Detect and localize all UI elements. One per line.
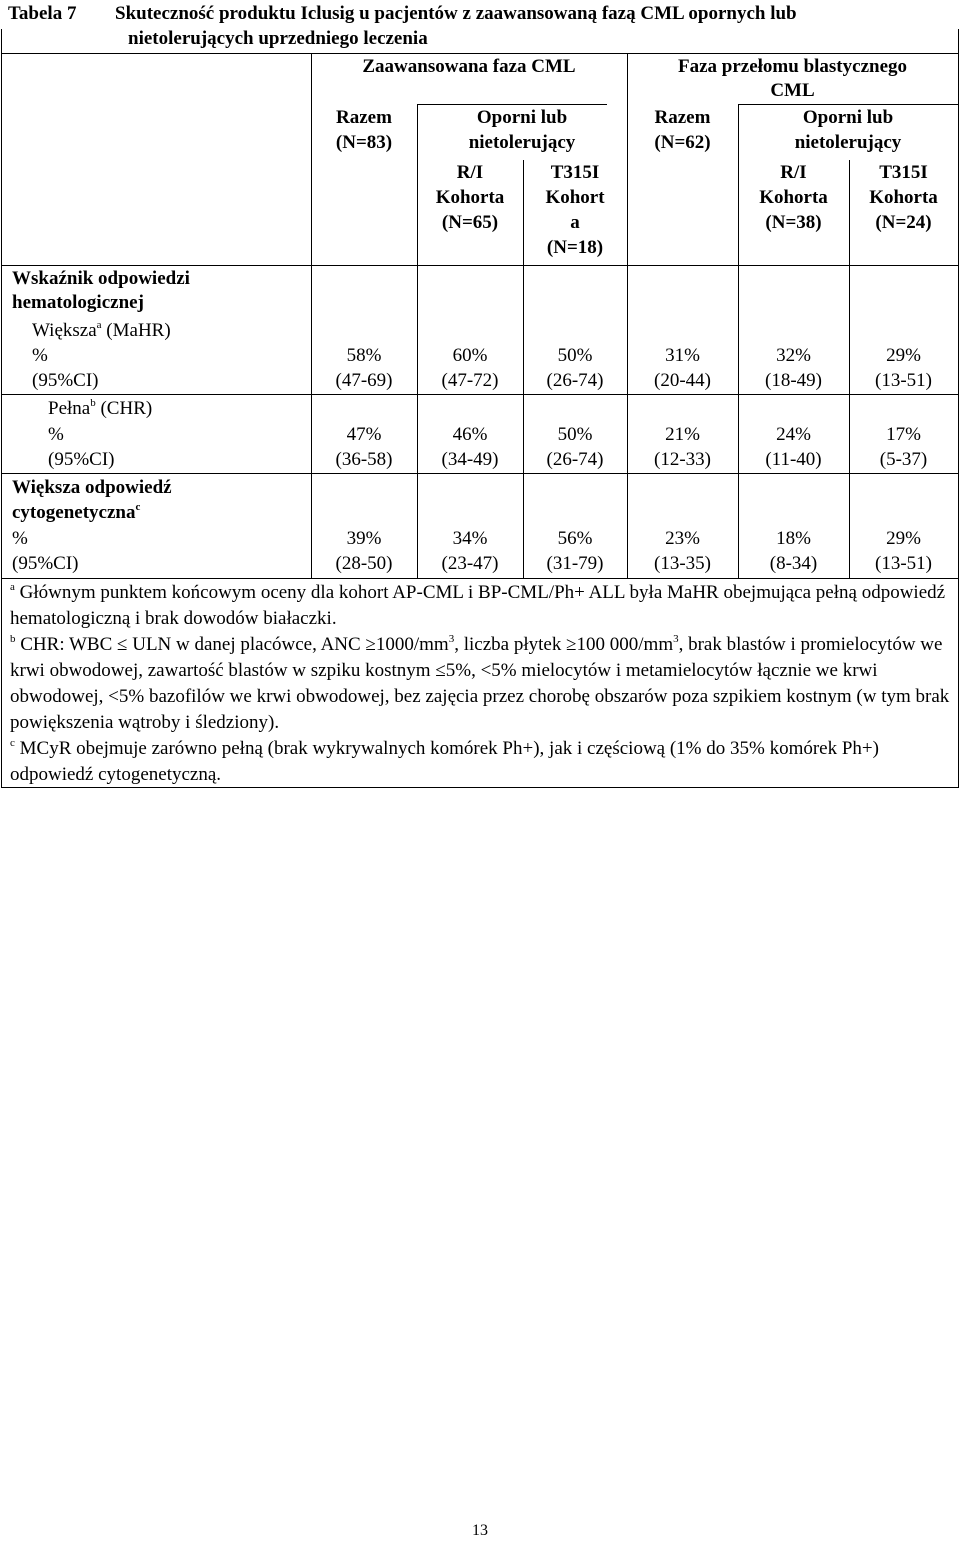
rule-header-bottom xyxy=(1,265,958,266)
row-mahr-ci-label: (95%CI) xyxy=(32,370,99,391)
footnote-a: $^a$ Głównym punktem końcowym oceny dla kohort AP-CML i BP-CML/Ph+ ALL była MaHR obejmująca pełną odpowiedź hematologiczną i brak dowodów białaczki. xyxy=(10,581,946,629)
header-ap-t315i-1: T315I xyxy=(550,162,600,183)
cell-mcyr-value: 39% xyxy=(346,528,382,549)
header-bp-group-line1: Faza przełomu blastycznego xyxy=(677,56,907,77)
cell-chr-value: 17% xyxy=(886,424,921,445)
rule-row1 xyxy=(1,394,958,395)
row-chr-ci-label: (95%CI) xyxy=(48,449,115,470)
row-mcyr-ci-label: (95%CI) xyxy=(12,553,79,574)
cell-mahr-value: 31% xyxy=(665,345,700,366)
header-bp-total-1: Razem xyxy=(654,107,711,128)
cell-mahr-value: 50% xyxy=(557,345,593,366)
header-bp-total-2: (N=62) xyxy=(654,132,711,153)
row-mahr-label: Większa$^a$ (MaHR) xyxy=(32,319,171,341)
header-bp-ri-1: R/I xyxy=(780,162,807,183)
row-mcyr-label-2: cytogenetyczna$^c$ xyxy=(12,501,141,523)
greater-or-equal-symbol: ≥ xyxy=(365,634,376,655)
header-bp-ri-3: (N=38) xyxy=(765,212,822,233)
header-bp-t315i-2: Kohorta xyxy=(869,187,938,208)
header-bp-sub-1: Oporni lub xyxy=(802,107,894,128)
cell-chr-value: 24% xyxy=(776,424,811,445)
cell-mcyr-value: 18% xyxy=(776,528,811,549)
cell-mcyr-value: 34% xyxy=(452,528,488,549)
header-ap-ri-1: R/I xyxy=(456,162,484,183)
cell-mahr-ci: (47-69) xyxy=(335,370,393,391)
cell-chr-ci: (11-40) xyxy=(765,449,822,470)
row-chr-pct-label: % xyxy=(48,424,64,445)
header-bp-t315i-3: (N=24) xyxy=(875,212,932,233)
cell-chr-value: 47% xyxy=(346,424,382,445)
rule-row2 xyxy=(1,473,958,474)
row-mahr-pct-label: % xyxy=(32,345,48,366)
header-bp-ri-2: Kohorta xyxy=(759,187,828,208)
greater-or-equal-symbol: ≥ xyxy=(566,634,577,655)
less-or-equal-symbol: ≤ xyxy=(435,660,446,681)
header-ap-total-2: (N=83) xyxy=(335,132,393,153)
header-ap-ri-2: Kohorta xyxy=(435,187,505,208)
header-ap-sub-2: nietolerujący xyxy=(468,132,576,153)
rule-ap-sub xyxy=(417,104,607,105)
cell-mcyr-ci: (23-47) xyxy=(441,553,499,574)
cell-mahr-ci: (20-44) xyxy=(654,370,711,391)
footnote-c: $^c$ MCyR obejmuje zarówno pełną (brak wykrywalnych komórek Ph+), jak i częściową (1% do 35% komórek Ph+) odpowiedź cytogenetyczną. xyxy=(10,737,879,785)
cell-chr-value: 46% xyxy=(452,424,488,445)
rule-bp-sub xyxy=(738,104,958,105)
table-label: Tabela 7 xyxy=(8,3,77,24)
cell-mahr-ci: (18-49) xyxy=(765,370,822,391)
cell-chr-ci: (36-58) xyxy=(335,449,393,470)
header-ap-ri-3: (N=65) xyxy=(441,212,499,233)
cell-mahr-value: 58% xyxy=(346,345,382,366)
row-mcyr-pct-label: % xyxy=(12,528,28,549)
row-chr-label: Pełna$^b$ (CHR) xyxy=(48,397,153,419)
cell-chr-ci: (26-74) xyxy=(546,449,604,470)
rule-table-bottom xyxy=(1,578,958,579)
table-title-line1: Skuteczność produktu Iclusig u pacjentów z zaawansowaną fazą CML opornych lub xyxy=(115,3,797,24)
cell-chr-ci: (34-49) xyxy=(441,449,499,470)
page-number: 13 xyxy=(472,1522,488,1539)
row-section-hema-2: hematologicznej xyxy=(12,292,144,313)
less-or-equal-symbol: ≤ xyxy=(117,634,128,655)
cell-mcyr-value: 23% xyxy=(665,528,700,549)
cell-mahr-value: 60% xyxy=(452,345,488,366)
cell-chr-value: 50% xyxy=(557,424,593,445)
cell-mcyr-ci: (13-35) xyxy=(654,553,711,574)
row-mcyr-label-1: Większa odpowiedź xyxy=(12,477,172,498)
header-ap-group: Zaawansowana faza CML xyxy=(362,56,576,77)
header-ap-total-1: Razem xyxy=(336,107,392,128)
row-section-hema-1: Wskaźnik odpowiedzi xyxy=(12,268,190,289)
header-bp-t315i-1: T315I xyxy=(879,162,928,183)
header-bp-sub-2: nietolerujący xyxy=(794,132,902,153)
cell-chr-ci: (12-33) xyxy=(654,449,711,470)
cell-mcyr-ci: (31-79) xyxy=(546,553,604,574)
cell-mcyr-value: 56% xyxy=(557,528,593,549)
cell-mcyr-value: 29% xyxy=(886,528,921,549)
cell-mahr-ci: (13-51) xyxy=(875,370,932,391)
cell-mahr-value: 32% xyxy=(776,345,811,366)
table-title-line2: nietolerujących uprzedniego leczenia xyxy=(128,28,428,49)
rule-top xyxy=(1,53,958,54)
cell-mcyr-ci: (13-51) xyxy=(875,553,932,574)
header-ap-t315i-3: a xyxy=(570,212,580,233)
cell-chr-ci: (5-37) xyxy=(879,449,928,470)
cell-mahr-value: 29% xyxy=(886,345,921,366)
cell-mcyr-ci: (8-34) xyxy=(769,553,818,574)
footnote-b: $^b$ CHR: WBC ≤ ULN w danej placówce, ANC $\ge 1000/mm^3$, liczba płytek ≥100 $000/mm^3$, brak blastów i promielocytów we krwi obwodowej, zawartość blastów w szpiku kostnym ≤5%, <5% mielocytów i metamielocytów łącznie we krwi obwodowej, <5% bazofilów we krwi obwodowej, bez zajęcia przez chorobę obszarów poza szpikiem kostnym (w tym brak powiększenia wątroby i śledziony). xyxy=(10,633,950,733)
cell-mahr-ci: (47-72) xyxy=(441,370,499,391)
header-ap-t315i-4: (N=18) xyxy=(546,237,604,258)
header-ap-t315i-2: Kohort xyxy=(545,187,605,208)
cell-mcyr-ci: (28-50) xyxy=(335,553,393,574)
cell-mahr-ci: (26-74) xyxy=(546,370,604,391)
header-ap-sub-1: Oporni lub xyxy=(476,107,568,128)
header-bp-group-line2: CML xyxy=(770,80,815,101)
cell-chr-value: 21% xyxy=(665,424,700,445)
